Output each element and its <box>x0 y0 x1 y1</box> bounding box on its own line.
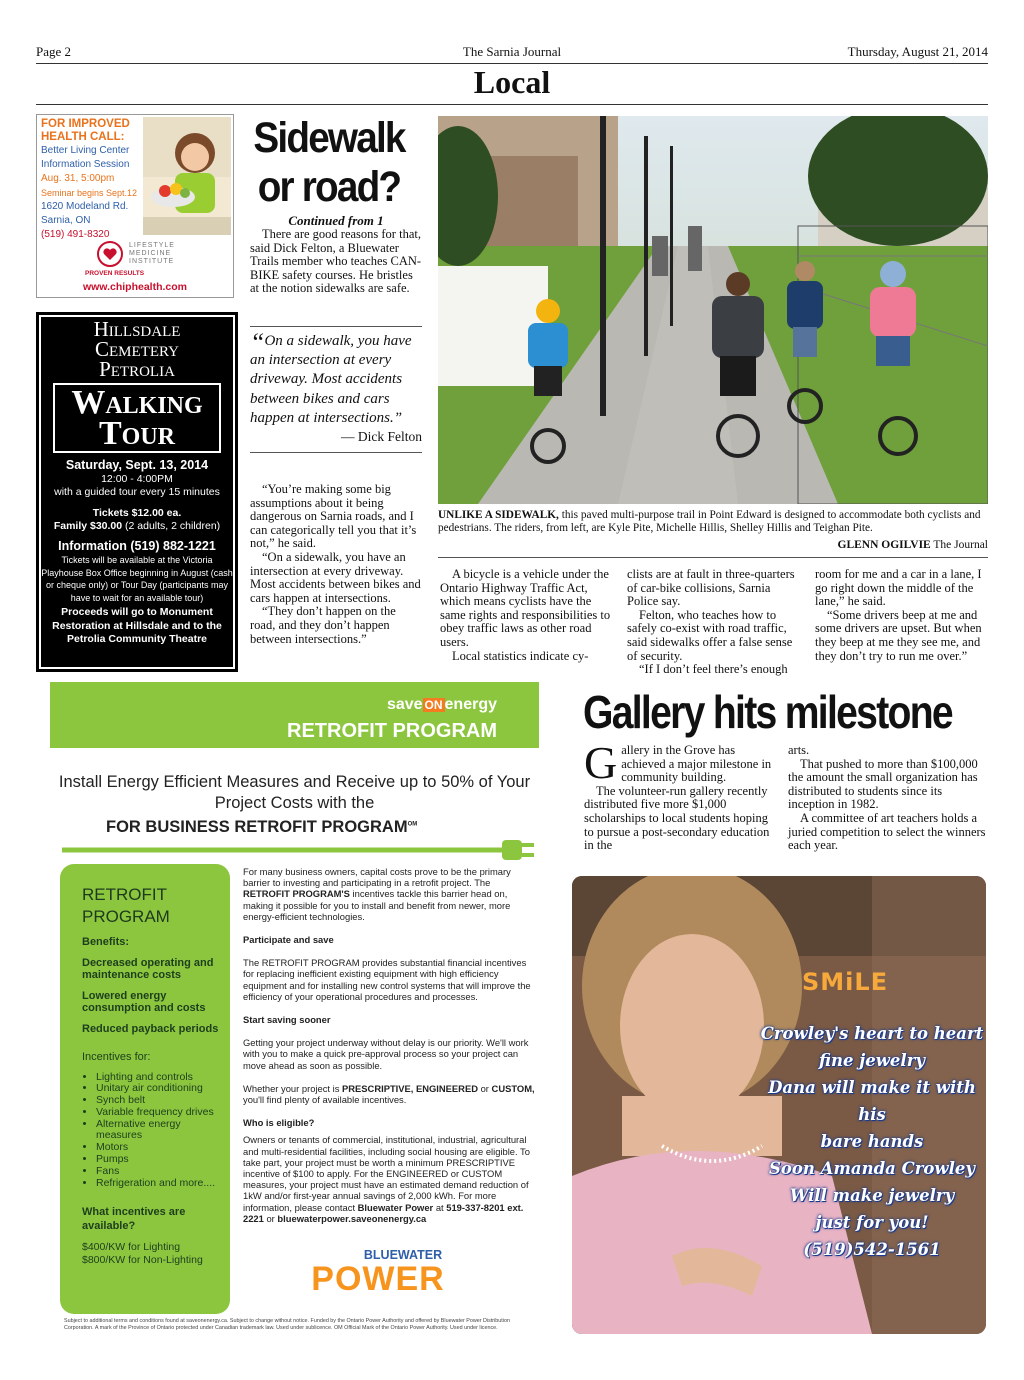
article-p3: “On a sidewalk, you have an intersection at every driveway. Most accidents between bikes and cars happen at intersections. <box>250 549 421 605</box>
heart-logo-icon <box>97 241 123 267</box>
jewelry-line5: bare hands <box>820 1132 924 1151</box>
health-ad-seminar: Seminar begins Sept.12 <box>41 188 138 198</box>
article-col2c: “If I don’t feel there’s enough <box>639 662 788 677</box>
cem-family-note: (2 adults, 2 children) <box>125 520 221 532</box>
saveonenergy-logo: save ON energy <box>386 696 497 713</box>
pull-quote-attribution: — Dick Felton <box>341 429 422 445</box>
jewelry-line2: fine jewelry <box>819 1051 925 1070</box>
health-ad-line2: HEALTH CALL: <box>41 131 125 143</box>
health-ad-photo <box>143 117 231 235</box>
participate-text: The RETROFIT PROGRAM provides substantial financial incentives for replacing inefficient existing equipment with high efficiency equipment and for installing new control systems that will improve the efficiency of your operational procedures and processes. <box>243 957 531 1002</box>
heading-start: Start saving sooner <box>243 1014 331 1026</box>
gallery-p4: That pushed to more than $100,000 the amount the small organization has distributed to students since its inception in 1982. <box>788 756 978 812</box>
gallery-p5: A committee of art teachers holds a juried competition to select the winners each year. <box>788 810 986 853</box>
article-p1: There are good reasons for that, said Dick Felton, a Bluewater Trails member who teaches CAN-BIKE safety courses. He bristles at the notion sidewalks are safe. <box>250 227 422 296</box>
cem-family: Family $30.00 <box>53 520 123 532</box>
incentive-item: • Unitary air conditioning <box>96 1083 224 1095</box>
article-col2: clists are at fault in three-quarters of car-bike collisions, Sarnia Police say. <box>627 567 795 609</box>
cem-date: Saturday, Sept. 13, 2014 <box>65 458 209 472</box>
logo-line2: MEDICINE <box>129 250 172 257</box>
cem-title-4: Walking <box>71 384 203 421</box>
cem-title-1: Hillsdale <box>93 317 181 341</box>
cem-title-5: Tour <box>98 415 175 452</box>
credit-org: The Journal <box>933 539 988 551</box>
article-col2b: Felton, who teaches how to safely co-exist with road traffic, said sidewalks offer a false sense of security. <box>627 607 793 663</box>
box-title-2: PROGRAM <box>82 907 170 926</box>
gallery-p2: The volunteer-run gallery recently distributed five more $1,000 scholarships to local students hoping to pursue a post-secondary education in the <box>584 783 770 853</box>
pull-quote-text: On a sidewalk, you have an intersection at every driveway. Most accidents between bikes and cars happen at intersections.” <box>250 333 412 426</box>
gallery-p3: arts. <box>788 743 810 757</box>
retrofit-banner-title: RETROFIT PROGRAM <box>287 720 497 742</box>
paper-name: The Sarnia Journal <box>462 44 562 59</box>
incentive-item: • Variable frequency drives <box>96 1107 224 1119</box>
retrofit-intro: For many business owners, capital costs prove to be the primary barrier to investing and participating in a retrofit project. The RETROFIT PROGRAM'S incentives tackle this barrier head on, making it possible for you to install and benefit from newer, more energy-efficient technologies. <box>243 866 511 922</box>
retrofit-banner <box>50 682 539 748</box>
logo-line1: LIFESTYLE <box>129 242 175 249</box>
what-incentives-label: What incentives are available? <box>82 1206 186 1233</box>
jewelry-phone[interactable]: (519)542-1561 <box>803 1240 941 1259</box>
benefits-label: Benefits: <box>82 936 130 948</box>
gallery-p1: allery in the Grove has achieved a major milestone in community building. <box>621 743 772 785</box>
start-text: Getting your project underway without delay is our priority. We'll work with you to make a quick pre-approval process so your project can move ahead as soon as possible. <box>243 1037 529 1071</box>
article-col1b: Local statistics indicate cy- <box>452 648 589 663</box>
caption-lead: UNLIKE A SIDEWALK, <box>438 509 559 521</box>
jewelry-line4: his <box>858 1105 886 1124</box>
incentive-item: • Pumps <box>96 1154 224 1166</box>
jewelry-ad-copy <box>758 1020 986 1263</box>
retrofit-ad[interactable] <box>50 682 539 1335</box>
retrofit-lead: Install Energy Efficient Measures and Receive up to 50% of Your Project Costs with the <box>58 773 531 812</box>
jewelry-line1: Crowley's heart to heart <box>760 1024 984 1043</box>
retrofit-benefits-panel <box>60 864 230 1314</box>
cem-tickets: Tickets $12.00 ea. <box>92 507 182 519</box>
issue-date: Thursday, August 21, 2014 <box>847 44 988 59</box>
retrofit-fine-print: Subject to additional terms and conditions found at saveonenergy.ca. Subject to change without notice. Funded by the Ontario Power Authority and offered by Bluewater Power Distribution Corporation. A mark of the Province of Ontario protected under Canadian trademark law. Used under sublicence. OM Official Mark of the Ontario Power Authority. Used under licence. <box>64 1318 510 1331</box>
continued-from: Continued from 1 <box>288 213 384 228</box>
cem-title-2: Cemetery <box>94 337 179 361</box>
health-ad-address: 1620 Modeland Rd. <box>41 201 129 212</box>
article-col1: A bicycle is a vehicle under the Ontario Highway Traffic Act, which means cyclists have the same rights and responsibilities to obey traffic laws as other road users. <box>440 567 611 649</box>
page-number: Page 2 <box>36 44 72 59</box>
headline-line1: Sidewalk <box>253 114 405 162</box>
heading-who: Who is eligible? <box>243 1117 315 1129</box>
gallery-headline: Gallery hits milestone <box>583 686 952 738</box>
health-ad-city: Sarnia, ON <box>41 215 91 226</box>
article-col3b: “Some drivers beep at me and some drivers are upset. But when they beep at me they see me, and they don’t try to run me over.” <box>815 607 982 663</box>
cemetery-ad[interactable] <box>36 312 238 672</box>
who-text: Owners or tenants of commercial, institutional, industrial, agricultural and multi-residential facilities, including social housing are eligible. To take part, your project must be worth a minimum PRESCRIPTIVE incentive of $100 to apply. For the ENGINEERED or CUSTOM measures, your project must have an estimated demand reduction of 1kW and/or first-year annual savings of 2,000 kWh. For more information, please contact Bluewater Power at 519-337-8201 ext. 2221 or bluewaterpower.saveonenergy.ca <box>243 1134 530 1224</box>
incentive-item: • Alternative energy measures <box>96 1119 224 1143</box>
incentives-list <box>82 1072 224 1190</box>
photo-caption <box>438 509 988 536</box>
cem-title-3: Petrolia <box>99 357 175 381</box>
rate-non-lighting: $800/KW for Non-Lighting <box>82 1253 203 1266</box>
benefit-1: Decreased operating and maintenance costs <box>82 956 214 981</box>
retrofit-program-name: FOR BUSINESS RETROFIT $PROGRAM^{OM}$ <box>106 818 418 836</box>
health-ad-line4: Information Session <box>41 159 130 170</box>
rate-lighting: $400/KW for Lighting <box>82 1241 181 1254</box>
credit-name: GLENN OGILVIE <box>837 539 931 551</box>
cem-time: 12:00 - 4:00PM <box>101 473 173 485</box>
article-p2: “You’re making some big assumptions about it being dangerous on Sarnia roads, and I can categorically tell you that it’s not,” he said. <box>250 482 417 551</box>
gallery-dropcap: G <box>584 737 618 788</box>
cem-availability: Tickets will be available at the Victoria Playhouse Box Office beginning in August (cash or cheque only) or Tour Day (participants may have to wait for an available tour) <box>41 555 233 603</box>
health-ad-tagline: PROVEN RESULTS <box>85 270 145 277</box>
jewelry-line3: Dana will make it with <box>768 1078 976 1097</box>
benefit-2: Lowered energy consumption and costs <box>82 989 206 1014</box>
logo-line3: INSTITUTE <box>129 258 175 265</box>
cem-proceeds: Proceeds will go to Monument Restoration at Hillsdale and to the Petrolia Community Theatre <box>52 606 222 645</box>
article-p4: “They don’t happen on the road, and they don’t happen between intersections.” <box>250 604 396 646</box>
incentive-item: • Fans <box>96 1166 224 1178</box>
plug-cord-icon <box>62 838 538 862</box>
article-col3: room for me and a car in a lane, I go right down the middle of the lane,” he said. <box>815 567 982 609</box>
incentive-item: • Lighting and controls <box>96 1072 224 1084</box>
cem-walking-tour-frame <box>53 383 221 453</box>
health-ad[interactable] <box>36 114 234 298</box>
cem-info[interactable]: Information (519) 882-1221 <box>58 539 216 553</box>
jewelry-line7: Will make jewelry <box>789 1186 955 1205</box>
cem-guided: with a guided tour every 15 minutes <box>54 486 220 498</box>
jewelry-ad[interactable] <box>572 876 986 1334</box>
caption-text: this paved multi-purpose trail in Point Edward is designed to accommodate both cyclists and pedestrians. The riders, from left, are Kyle Pite, Michelle Hillis, Shelley Hillis and Teighan Pite. <box>438 509 981 535</box>
incentive-item: • Refrigeration and more.... <box>96 1178 224 1190</box>
incentive-item: • Synch belt <box>96 1095 224 1107</box>
incentives-label: Incentives for: <box>82 1051 151 1063</box>
bluewater-logo: BLUEWATER POWER <box>311 1248 445 1298</box>
headline-line2: or road? <box>257 163 401 211</box>
whether-text: Whether your project is PRESCRIPTIVE, ENGINEERED or CUSTOM, you'll find plenty of available incentives. <box>243 1082 535 1106</box>
section-title: Local <box>473 64 551 100</box>
health-ad-phone[interactable]: (519) 491-8320 <box>41 229 110 240</box>
benefit-3: Reduced payback periods <box>82 1022 219 1035</box>
section-rule <box>36 104 988 105</box>
health-ad-url[interactable]: www.chiphealth.com <box>82 281 188 293</box>
incentive-item: • Motors <box>96 1142 224 1154</box>
jewelry-line8: just for you! <box>815 1213 929 1232</box>
photo-credit <box>838 539 988 551</box>
box-title-1: RETROFIT <box>82 885 167 904</box>
pull-quote: “On a sidewalk, you have an intersection at every driveway. Most accidents between bikes and cars happen at intersections.” — Dick Felton <box>250 328 422 445</box>
health-ad-line1: FOR IMPROVED <box>41 118 130 130</box>
heading-participate: Participate and save <box>243 934 334 946</box>
jewelry-line6: Soon Amanda Crowley <box>769 1159 975 1178</box>
health-ad-line3: Better Living Center <box>41 145 130 156</box>
health-ad-date: Aug. 31, 5:00pm <box>41 173 115 184</box>
jewelry-smile: SMiLE <box>802 968 889 996</box>
bike-trail-photo <box>438 116 988 504</box>
